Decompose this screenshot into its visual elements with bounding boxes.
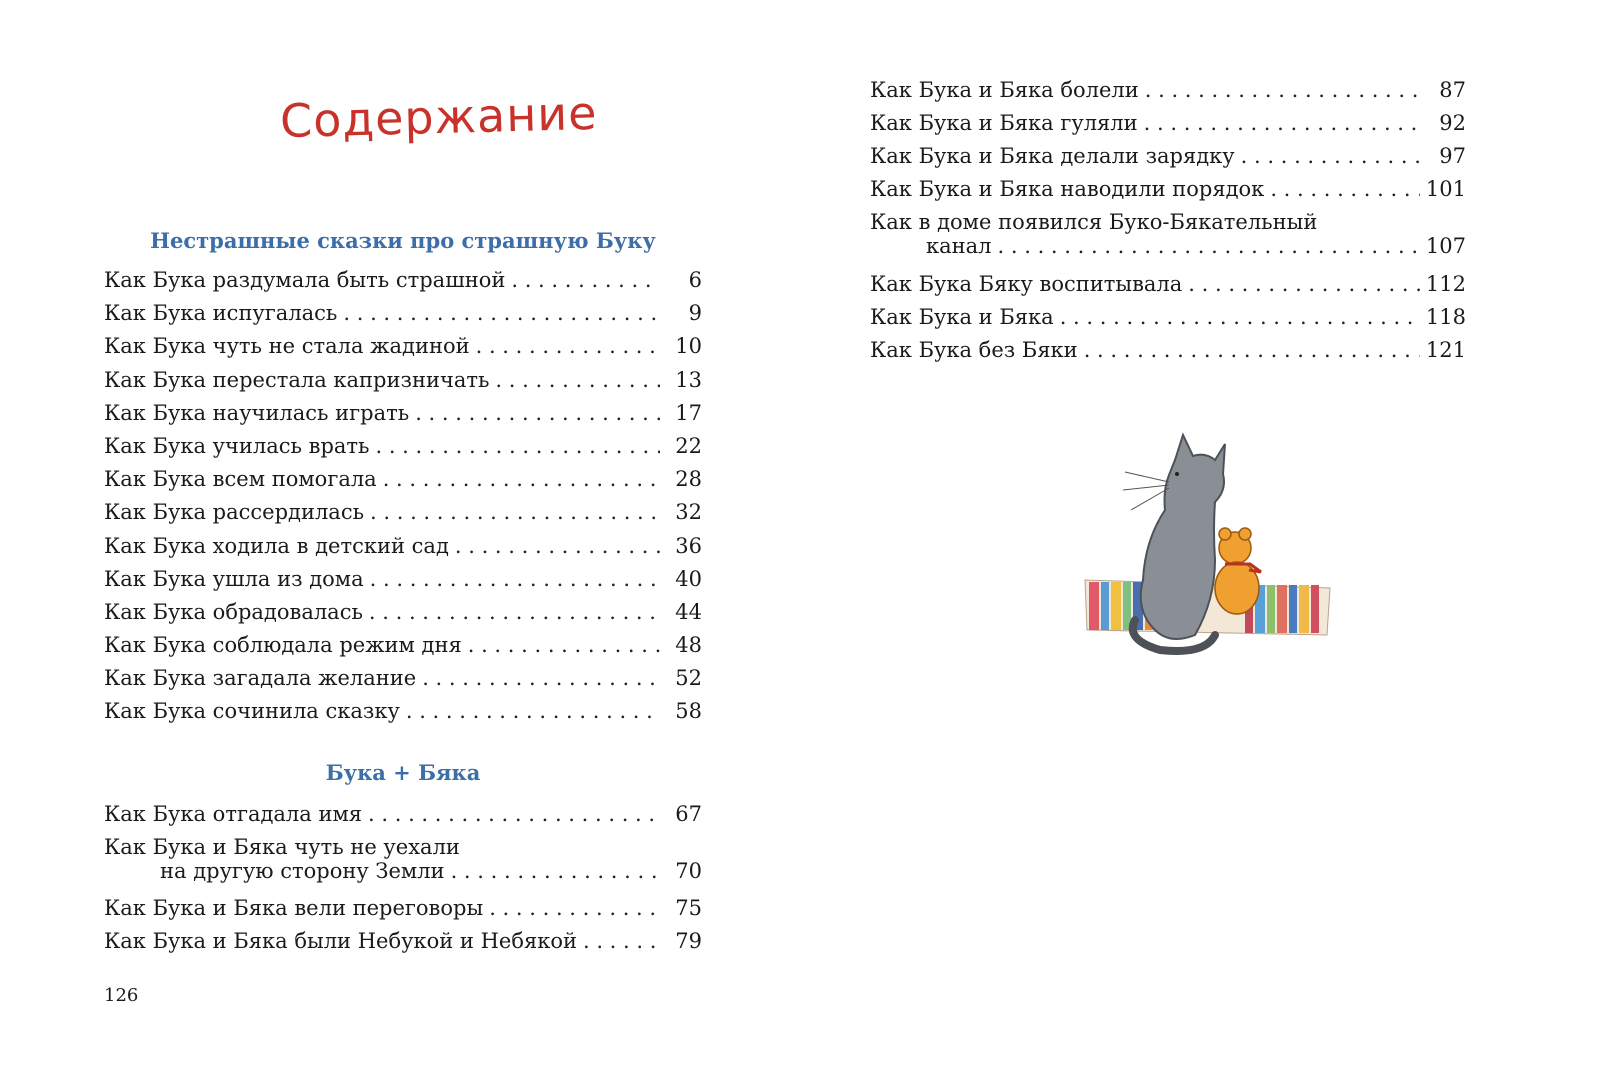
toc-entry-label: Как Бука и Бяка болели <box>870 78 1139 102</box>
toc-entry-label: Как Бука всем помогала <box>104 467 377 492</box>
toc-list-continued <box>870 78 1466 371</box>
toc-entry[interactable] <box>870 78 1466 111</box>
toc-entry[interactable] <box>870 305 1466 338</box>
dot-leader <box>370 567 660 591</box>
toc-entry-label: Как Бука и Бяка гуляли <box>870 111 1138 135</box>
toc-entry-label: Как Бука без Бяки <box>870 338 1078 362</box>
dot-leader <box>455 534 660 558</box>
dot-leader <box>451 859 660 883</box>
dot-leader <box>489 896 660 920</box>
toc-entry[interactable] <box>104 600 702 633</box>
toc-entry-label: Как Бука отгадала имя <box>104 802 363 826</box>
toc-entry[interactable] <box>104 666 702 699</box>
toc-entry-page: 52 <box>675 666 702 691</box>
toc-entry-page: 9 <box>688 301 702 326</box>
toc-entry-page: 48 <box>675 633 702 658</box>
toc-entry[interactable] <box>104 368 702 401</box>
right-page <box>800 0 1600 1083</box>
dot-leader <box>383 467 660 491</box>
toc-entry[interactable] <box>104 567 702 600</box>
toc-list-section-2 <box>104 802 702 963</box>
cat-with-teddy-illustration <box>1065 430 1345 680</box>
dot-leader <box>343 301 660 325</box>
toc-entry-page: 67 <box>675 802 702 826</box>
toc-entry[interactable] <box>104 268 702 301</box>
toc-entry[interactable] <box>870 177 1466 210</box>
toc-entry-label: Как Бука ушла из дома <box>104 566 364 591</box>
toc-entry-page: 44 <box>675 599 702 624</box>
toc-entry-label: Как Бука ходила в детский сад <box>104 533 449 558</box>
toc-entry-page: 32 <box>675 500 702 525</box>
dot-leader <box>1144 111 1424 135</box>
toc-entry-page: 70 <box>675 859 702 884</box>
dot-leader <box>375 434 660 458</box>
dot-leader <box>476 334 660 358</box>
toc-entry-label: Как Бука и Бяка <box>870 305 1054 329</box>
toc-entry-page: 75 <box>675 896 702 921</box>
toc-entry[interactable] <box>104 633 702 666</box>
toc-entry-page: 112 <box>1425 272 1466 296</box>
toc-entry[interactable] <box>104 802 702 835</box>
toc-entry-label: Как Бука перестала капризничать <box>104 367 490 392</box>
toc-entry-page: 36 <box>675 533 702 558</box>
toc-entry-label: Как Бука и Бяка наводили порядок <box>870 177 1265 201</box>
toc-entry-page: 40 <box>675 566 702 591</box>
toc-entry-page: 121 <box>1425 338 1466 362</box>
toc-entry-continuation <box>870 234 1466 258</box>
toc-list-section-1 <box>104 268 702 733</box>
toc-entry-label: Как Бука и Бяка были Небукой и Небякой <box>104 929 577 954</box>
dot-leader <box>1084 338 1420 362</box>
toc-entry-label: Как Бука обрадовалась <box>104 599 363 624</box>
toc-entry-label-line1: Как Бука и Бяка чуть не уехали <box>104 835 460 860</box>
toc-entry-page: 17 <box>675 400 702 425</box>
dot-leader <box>998 234 1420 258</box>
section-heading-1: Нестрашные сказки про страшную Буку <box>150 228 656 253</box>
dot-leader <box>511 268 660 292</box>
toc-entry[interactable] <box>870 111 1466 144</box>
toc-entry[interactable] <box>104 301 702 334</box>
toc-entry[interactable] <box>104 467 702 500</box>
toc-entry[interactable] <box>104 434 702 467</box>
toc-entry-page: 87 <box>1439 78 1466 102</box>
toc-entry-label: Как Бука научилась играть <box>104 400 410 425</box>
toc-entry-label: Как Бука и Бяка вели переговоры <box>104 896 484 921</box>
toc-entry-page: 22 <box>675 433 702 458</box>
toc-entry[interactable] <box>104 401 702 434</box>
toc-entry[interactable] <box>870 210 1466 272</box>
toc-entry-label-line1: Как в доме появился Буко-Бякательный <box>870 210 1318 234</box>
toc-entry[interactable] <box>104 334 702 367</box>
toc-entry[interactable] <box>104 534 702 567</box>
toc-entry[interactable] <box>870 144 1466 177</box>
toc-entry-page: 118 <box>1425 305 1466 329</box>
toc-entry-label: Как Бука училась врать <box>104 433 370 458</box>
toc-entry-label: Как Бука Бяку воспитывала <box>870 272 1183 296</box>
toc-entry[interactable] <box>104 699 702 732</box>
dot-leader <box>1270 177 1420 201</box>
toc-entry-label: Как Бука рассердилась <box>104 500 365 525</box>
toc-entry-page: 107 <box>1425 234 1466 258</box>
toc-entry-label: Как Бука раздумала быть страшной <box>104 268 506 292</box>
toc-entry-page: 10 <box>675 334 702 359</box>
toc-entry-label-line2: канал <box>926 234 992 258</box>
toc-entry-page: 58 <box>675 699 702 724</box>
dot-leader <box>583 929 660 953</box>
toc-entry-page: 28 <box>675 467 702 492</box>
contents-title: Содержание <box>279 85 599 149</box>
toc-entry[interactable] <box>104 835 702 896</box>
page-number: 126 <box>104 985 139 1006</box>
toc-entry[interactable] <box>870 338 1466 371</box>
teddy-bear <box>1215 528 1261 614</box>
toc-entry[interactable] <box>104 896 702 929</box>
dot-leader <box>368 802 660 826</box>
toc-entry-label-line2: на другую сторону Земли <box>160 859 445 884</box>
dot-leader <box>406 699 660 723</box>
toc-entry-page: 79 <box>675 929 702 954</box>
toc-entry[interactable] <box>104 500 702 533</box>
dot-leader <box>415 401 660 425</box>
dot-leader <box>369 600 660 624</box>
toc-entry[interactable] <box>104 929 702 962</box>
section-heading-2: Бука + Бяка <box>325 760 481 785</box>
dot-leader <box>1060 305 1420 329</box>
toc-entry-continuation <box>104 859 702 883</box>
toc-entry-label: Как Бука и Бяка делали зарядку <box>870 144 1235 168</box>
toc-entry-page: 101 <box>1425 177 1466 201</box>
toc-entry-page: 13 <box>675 367 702 392</box>
toc-entry-label: Как Бука загадала желание <box>104 666 417 691</box>
toc-entry-label: Как Бука чуть не стала жадиной <box>104 334 470 359</box>
toc-entry-page: 97 <box>1439 144 1466 168</box>
dot-leader <box>1145 78 1424 102</box>
toc-entry-label: Как Бука сочинила сказку <box>104 699 400 724</box>
toc-entry[interactable] <box>870 272 1466 305</box>
toc-entry-page: 6 <box>688 268 702 292</box>
dot-leader <box>422 666 660 690</box>
dot-leader <box>370 500 660 524</box>
toc-entry-label: Как Бука испугалась <box>104 301 338 326</box>
dot-leader <box>1188 272 1420 296</box>
dot-leader <box>1241 144 1424 168</box>
dot-leader <box>495 368 660 392</box>
dot-leader <box>468 633 660 657</box>
toc-entry-label: Как Бука соблюдала режим дня <box>104 633 462 658</box>
toc-entry-page: 92 <box>1439 111 1466 135</box>
